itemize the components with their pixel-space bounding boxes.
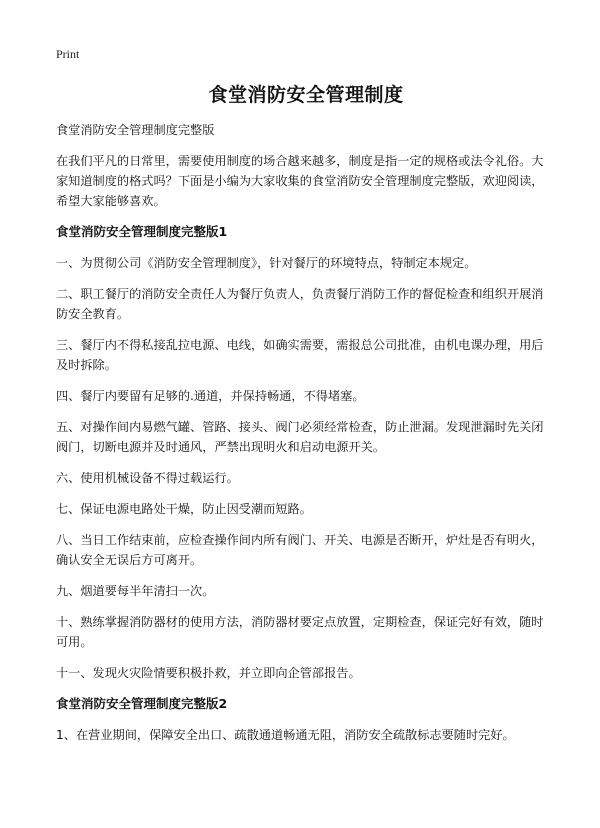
print-label: Print (56, 47, 80, 61)
list-item: 九、烟道要每半年清扫一次。 (56, 584, 215, 598)
list-item: 八、当日工作结束前，应检查操作间内所有阀门、开关、电源是否断开，炉灶是否有明火，确认安全无误后方可离开。 (56, 533, 544, 567)
list-item: 六、使用机械设备不得过载运行。 (56, 471, 239, 485)
list-item: 五、对操作间内易燃气罐、管路、接头、阀门必须经常检查，防止泄漏。发现泄漏时先关闭阀门，切断电源并及时通风，严禁出现明火和启动电源开关。 (56, 420, 544, 454)
section-2 (56, 694, 550, 745)
list-item: 二、职工餐厅的消防安全责任人为餐厅负责人，负责餐厅消防工作的督促检查和组织开展消防安全教育。 (56, 287, 544, 321)
list-item: 十一、发现火灾险情要积极扑救，并立即向企管部报告。 (56, 666, 361, 680)
intro-paragraph: 在我们平凡的日常里，需要使用制度的场合越来越多，制度是指一定的规格或法令礼俗。大家知道制度的格式吗？下面是小编为大家收集的食堂消防安全管理制度完整版，欢迎阅读，希望大家能够喜欢。 (56, 154, 544, 208)
list-item: 十、熟练掌握消防器材的使用方法，消防器材要定点放置，定期检查，保证完好有效，随时可用。 (56, 615, 544, 649)
list-item: 1、在营业期间，保障安全出口、疏散通道畅通无阻，消防安全疏散标志要随时完好。 (56, 728, 515, 742)
list-item: 一、为贯彻公司《消防安全管理制度》，针对餐厅的环境特点，特制定本规定。 (56, 256, 477, 270)
section-heading: 食堂消防安全管理制度完整版1 (56, 224, 228, 239)
document-body (56, 120, 550, 756)
document-title: 食堂消防安全管理制度 (208, 84, 404, 106)
list-item: 三、餐厅内不得私接乱拉电源、电线，如确实需要，需报总公司批准，由机电课办理，用后及时拆除。 (56, 338, 544, 372)
section-1 (56, 222, 550, 683)
document-subtitle: 食堂消防安全管理制度完整版 (56, 123, 215, 137)
list-item: 四、餐厅内要留有足够的.通道，并保持畅通，不得堵塞。 (56, 389, 365, 403)
section-heading: 食堂消防安全管理制度完整版2 (56, 696, 228, 711)
list-item: 七、保证电源电路处干燥，防止因受潮而短路。 (56, 502, 312, 516)
